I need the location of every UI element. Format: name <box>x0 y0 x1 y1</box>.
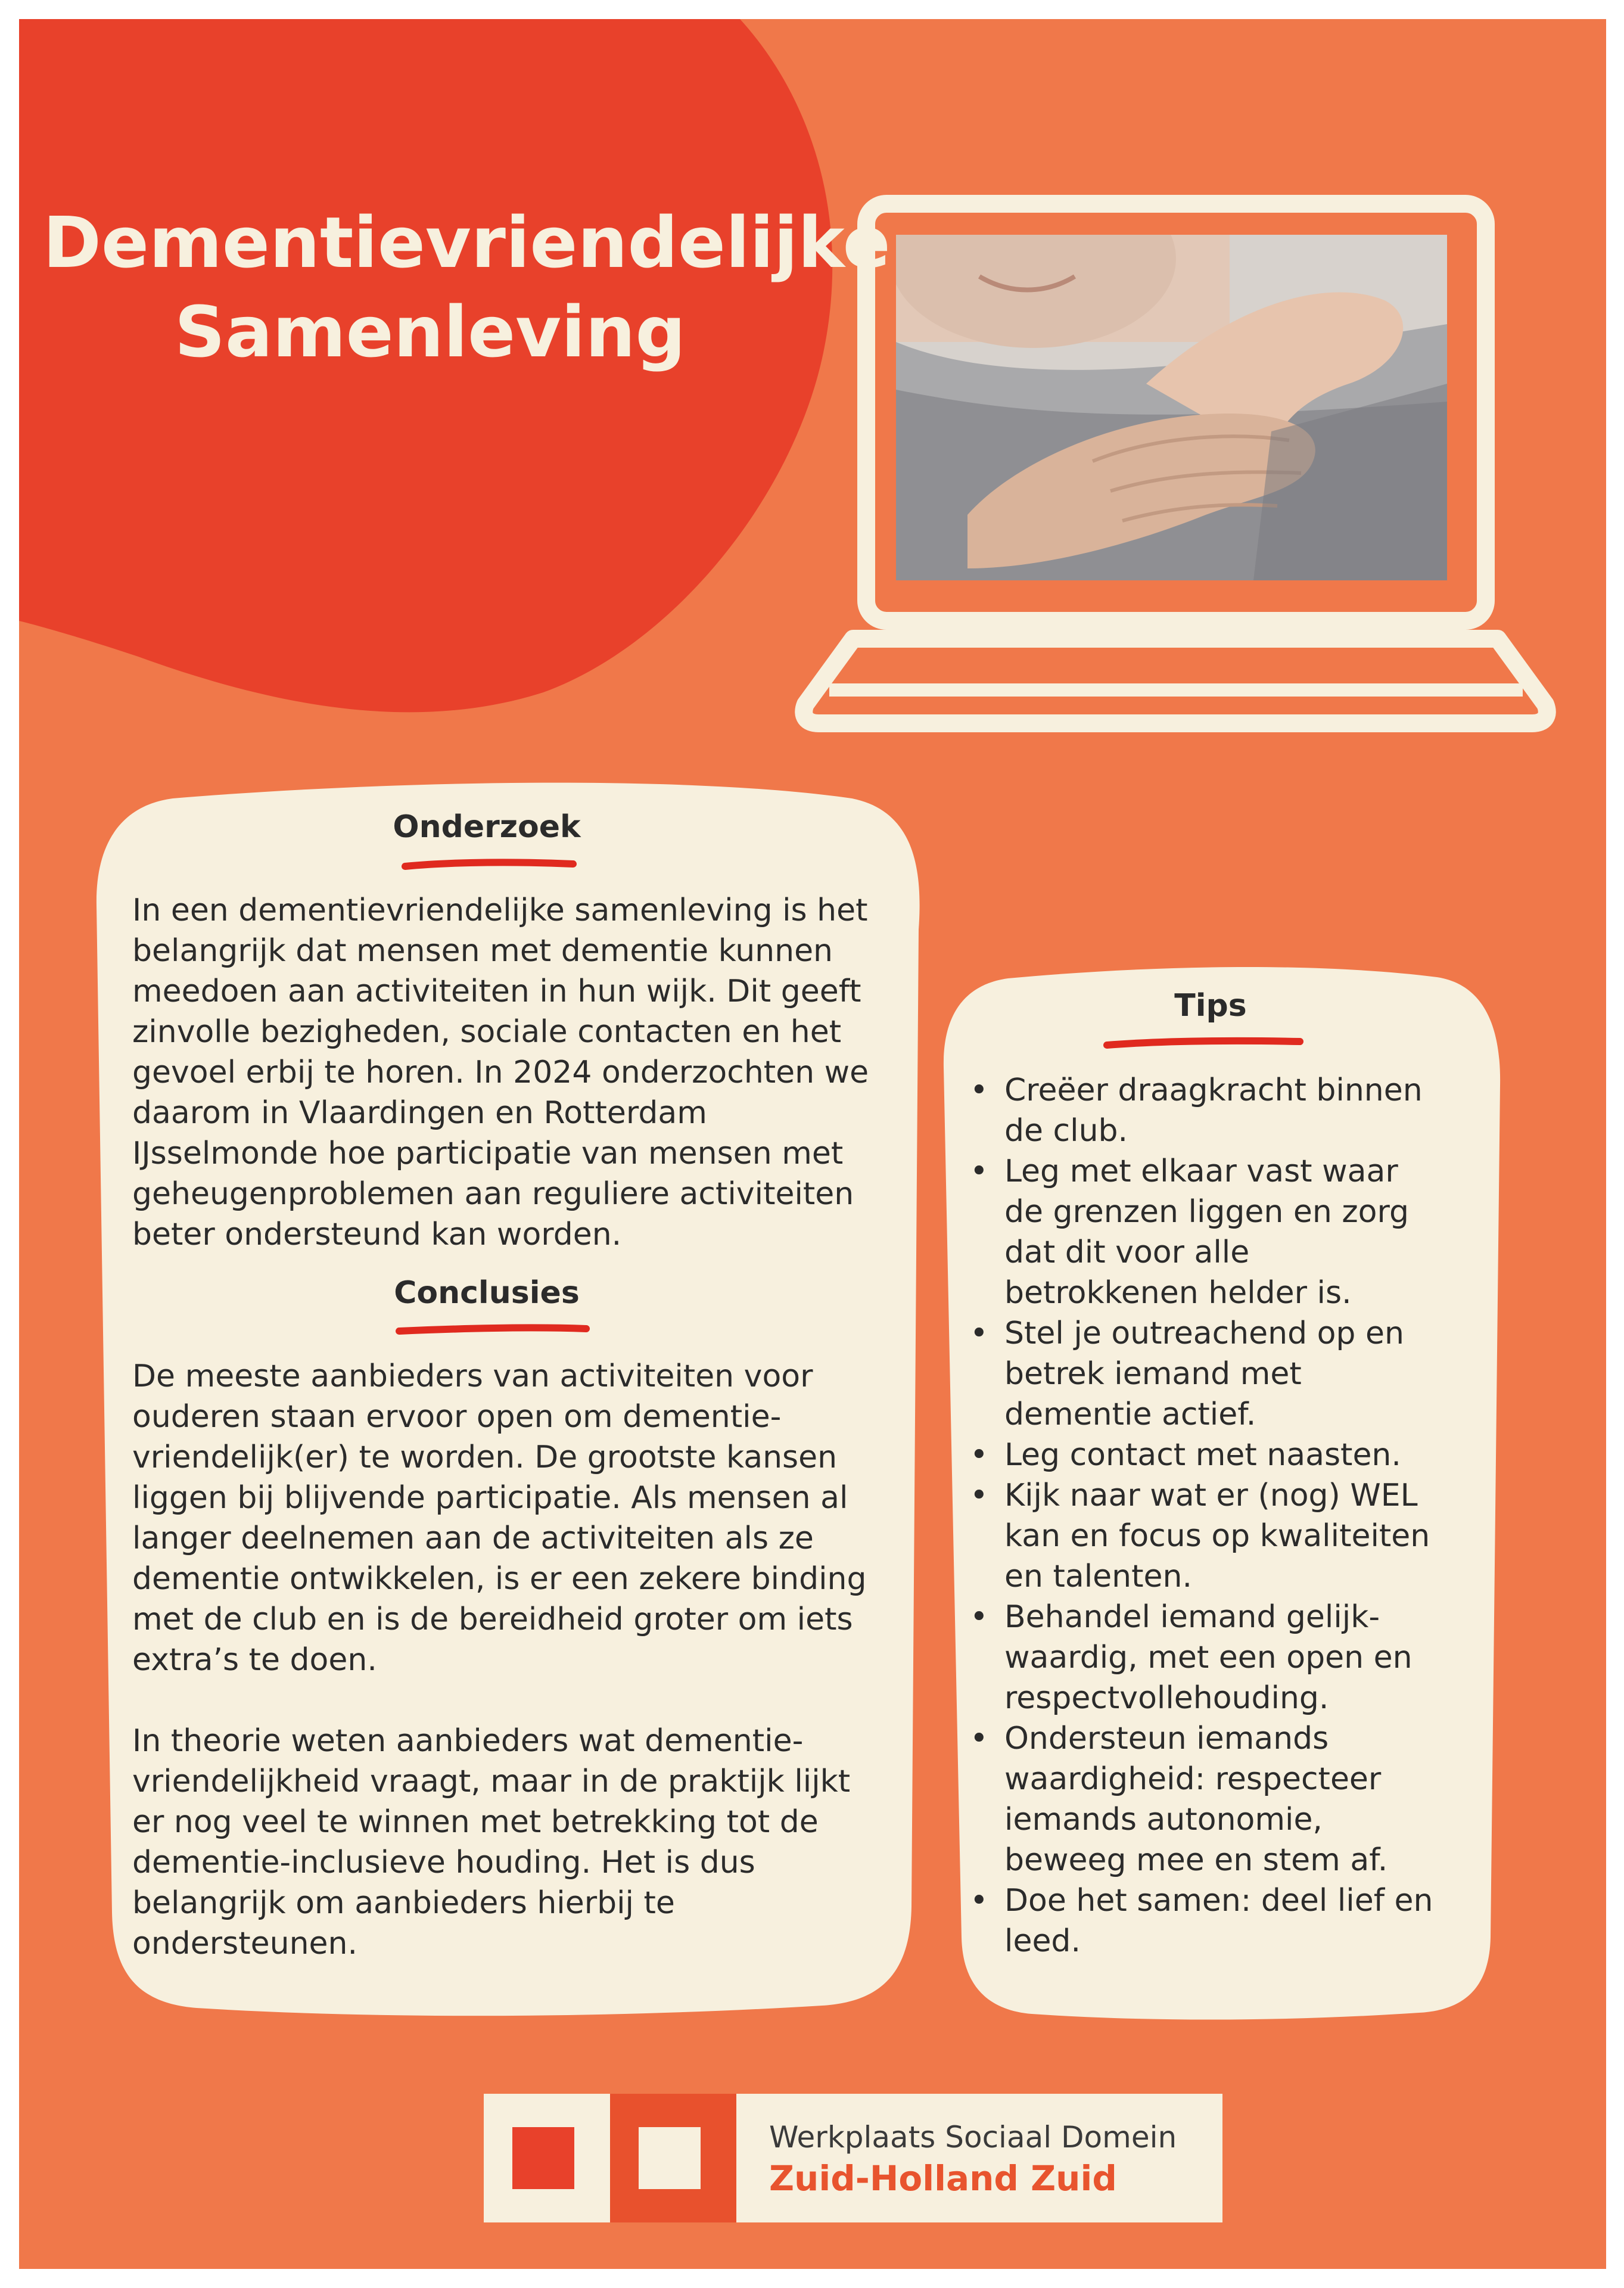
conclusions-paragraph-1 <box>132 1356 895 1680</box>
conclusions-paragraph-2 <box>132 1721 895 1964</box>
organization-name-line-1: Werkplaats Sociaal Domein <box>769 2120 1177 2155</box>
research-line: belangrijk dat mensen met dementie kunnen <box>132 933 833 969</box>
poster <box>19 19 1606 2269</box>
tips-list-item: • Doe het samen: deel lief en leed. <box>970 1880 1482 1961</box>
tips-list-item: • Ondersteun iemands waardigheid: respecteer iemands autonomie, beweeg mee en stem af. <box>970 1718 1482 1880</box>
conclusions-heading: Conclusies <box>394 1275 580 1311</box>
tips-list-item: • Kijk naar wat er (nog) WEL kan en focus op kwaliteiten en talenten. <box>970 1475 1482 1597</box>
research-line: geheugenproblemen aan reguliere activiteiten <box>132 1176 854 1212</box>
research-line: IJsselmonde hoe participatie van mensen met <box>132 1136 844 1171</box>
conclusions-line: ondersteunen. <box>132 1926 358 1961</box>
title-line-2: Samenleving <box>175 291 686 373</box>
tips-heading-underline <box>1102 1034 1305 1052</box>
research-line: daarom in Vlaardingen en Rotterdam <box>132 1095 707 1131</box>
conclusions-line: In theorie weten aanbieders wat dementie- <box>132 1723 804 1759</box>
tips-list-item: • Behandel iemand gelijk- waardig, met een open en respectvollehouding. <box>970 1597 1482 1718</box>
conclusions-line: De meeste aanbieders van activiteiten voor <box>132 1358 813 1394</box>
research-heading: Onderzoek <box>393 809 581 845</box>
conclusions-line: vriendelijk(er) te worden. De grootste kansen <box>132 1440 838 1475</box>
conclusions-line: liggen bij blijvende participatie. Als mensen al <box>132 1480 848 1516</box>
research-paragraph <box>132 890 895 1255</box>
research-line: meedoen aan activiteiten in hun wijk. Dit geeft <box>132 974 861 1009</box>
conclusions-line: extra’s te doen. <box>132 1642 377 1678</box>
research-line: In een dementievriendelijke samenleving is het <box>132 893 868 928</box>
conclusions-line: ouderen staan ervoor open om dementie- <box>132 1399 782 1435</box>
research-line: zinvolle bezigheden, sociale contacten en het <box>132 1014 842 1050</box>
research-line: gevoel erbij te horen. In 2024 onderzochten we <box>132 1055 869 1090</box>
conclusions-line: dementie ontwikkelen, is er een zekere binding <box>132 1561 867 1597</box>
conclusions-line: langer deelnemen aan de activiteiten als ze <box>132 1521 814 1556</box>
conclusions-line: dementie-inclusieve houding. Het is dus <box>132 1845 755 1880</box>
title-blob-shape <box>19 19 841 734</box>
research-line: beter ondersteund kan worden. <box>132 1217 622 1252</box>
conclusions-heading-underline <box>394 1322 591 1339</box>
research-heading-underline <box>400 856 579 873</box>
tips-list-item: • Creëer draagkracht binnen de club. <box>970 1070 1482 1151</box>
conclusions-line: er nog veel te winnen met betrekking tot de <box>132 1804 819 1840</box>
hands-photo <box>896 235 1447 580</box>
page-title <box>43 198 891 377</box>
tips-list <box>970 1070 1482 1961</box>
tips-list-item: • Leg met elkaar vast waar de grenzen liggen en zorg dat dit voor alle betrokkenen helder is. <box>970 1151 1482 1313</box>
organization-name-line-2: Zuid-Holland Zuid <box>769 2158 1117 2199</box>
tips-heading: Tips <box>1174 988 1247 1024</box>
title-line-1: Dementievriendelijke <box>43 201 891 284</box>
conclusions-line: belangrijk om aanbieders hierbij te <box>132 1885 675 1921</box>
conclusions-line: met de club en is de bereidheid groter om iets <box>132 1602 853 1637</box>
tips-list-item: • Stel je outreachend op en betrek iemand met dementie actief. <box>970 1313 1482 1435</box>
conclusions-line: vriendelijkheid vraagt, maar in de praktijk lijkt <box>132 1764 851 1799</box>
tips-list-item: • Leg contact met naasten. <box>970 1435 1482 1475</box>
